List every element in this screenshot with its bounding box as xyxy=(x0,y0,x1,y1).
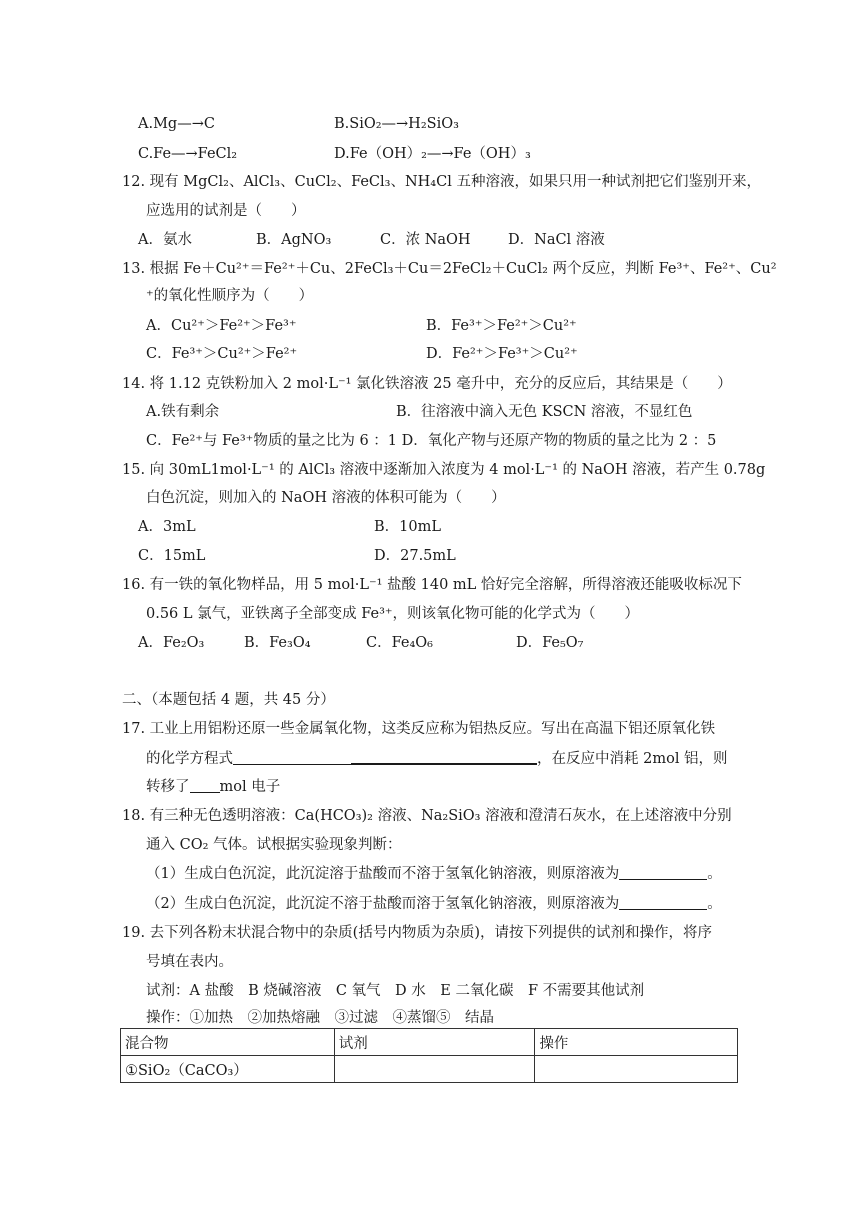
q18-stem-line1: 18. 有三种无色透明溶液：Ca(HCO₃)₂ 溶液、Na₂SiO₃ 溶液和澄清石灰水，在上述溶液中分别 xyxy=(122,808,732,824)
table-cell-reagent[interactable] xyxy=(334,1056,535,1083)
section-heading: 二、（本题包括 4 题，共 45 分） xyxy=(122,692,335,708)
q13-option-a: A．Cu²⁺＞Fe²⁺＞Fe³⁺ xyxy=(146,318,297,334)
q13-stem-line2: ⁺的氧化性顺序为（ ） xyxy=(146,288,314,304)
q13-stem-line1: 13. 根据 Fe＋Cu²⁺＝Fe²⁺＋Cu、2FeCl₃＋Cu＝2FeCl₂＋CuCl₂ 两个反应，判断 Fe³⁺、Fe²⁺、Cu² xyxy=(122,261,777,277)
q18-part1-text: （1）生成白色沉淀，此沉淀溶于盐酸而不溶于氢氧化钠溶液，则原溶液为 xyxy=(146,866,620,882)
q16-stem-line1: 16. 有一铁的氧化物样品，用 5 mol·L⁻¹ 盐酸 140 mL 恰好完全溶解，所得溶液还能吸收标况下 xyxy=(122,577,742,593)
q17-stem-line3 xyxy=(146,777,280,797)
q17-text-b: ，在反应中消耗 2mol 铝，则 xyxy=(537,751,728,767)
q12-option-b: B．AgNO₃ xyxy=(256,232,332,248)
q15-stem-line2: 白色沉淀，则加入的 NaOH 溶液的体积可能为（ ） xyxy=(146,490,506,506)
q11-option-b: B.SiO₂—→H₂SiO₃ xyxy=(334,116,459,132)
q12-stem-line1: 12. 现有 MgCl₂、AlCl₃、CuCl₂、FeCl₃、NH₄Cl 五种溶液，如果只用一种试剂把它们鉴别开来， xyxy=(122,174,761,190)
q19-reagents: 试剂：A 盐酸 B 烧碱溶液 C 氧气 D 水 E 二氧化碳 F 不需要其他试剂 xyxy=(146,983,645,999)
q19-answer-table xyxy=(120,1028,738,1083)
table-row xyxy=(121,1056,738,1083)
q12-stem-line2: 应选用的试剂是（ ） xyxy=(146,203,306,219)
q12-option-c: C．浓 NaOH xyxy=(380,232,471,248)
q18-part1-period: 。 xyxy=(707,866,722,882)
q15-option-c: C．15mL xyxy=(138,548,206,564)
q11-option-a: A.Mg—→C xyxy=(138,116,215,132)
q18-stem-line2: 通入 CO₂ 气体。试根据实验现象判断： xyxy=(146,837,402,853)
table-header-row xyxy=(121,1029,738,1056)
q11-option-c: C.Fe—→FeCl₂ xyxy=(138,146,238,162)
q17-stem-line2 xyxy=(146,748,728,769)
q16-option-c: C．Fe₄O₆ xyxy=(366,635,433,651)
q19-stem-line2: 号填在表内。 xyxy=(146,954,233,970)
table-header-mixture: 混合物 xyxy=(121,1029,335,1056)
q14-option-cd: C．Fe²⁺与 Fe³⁺物质的量之比为 6 ：1 D．氧化产物与还原产物的物质的量之比为 2 ：5 xyxy=(146,433,717,449)
q15-option-a: A．3mL xyxy=(138,519,196,535)
q15-option-d: D．27.5mL xyxy=(374,548,456,564)
q16-option-b: B．Fe₃O₄ xyxy=(244,635,311,651)
q15-stem-line1: 15. 向 30mL1mol·L⁻¹ 的 AlCl₃ 溶液中逐渐加入浓度为 4 mol·L⁻¹ 的 NaOH 溶液，若产生 0.78g xyxy=(122,462,766,478)
q15-option-b: B．10mL xyxy=(374,519,441,535)
q17-text-c: 转移了 xyxy=(146,779,190,795)
q19-operations: 操作：①加热 ②加热熔融 ③过滤 ④蒸馏⑤ 结晶 xyxy=(146,1010,494,1026)
q17-electron-blank[interactable] xyxy=(190,777,220,793)
q11-option-d: D.Fe（OH）₂—→Fe（OH）₃ xyxy=(334,146,531,162)
q18-part2-blank[interactable] xyxy=(619,894,707,910)
q17-equation-blank[interactable] xyxy=(233,749,351,765)
q18-part2 xyxy=(146,894,722,914)
table-cell-operation[interactable] xyxy=(535,1056,738,1083)
q19-stem-line1: 19. 去下列各粉末状混合物中的杂质(括号内物质为杂质)，请按下列提供的试剂和操作，将序 xyxy=(122,925,712,941)
q14-stem: 14. 将 1.12 克铁粉加入 2 mol·L⁻¹ 氯化铁溶液 25 毫升中，充分的反应后，其结果是（ ） xyxy=(122,376,732,392)
table-header-operation: 操作 xyxy=(535,1029,738,1056)
q16-stem-line2: 0.56 L 氯气，亚铁离子全部变成 Fe³⁺，则该氧化物可能的化学式为（ ） xyxy=(146,606,640,622)
q12-option-d: D．NaCl 溶液 xyxy=(508,232,605,248)
q17-text-a: 的化学方程式 xyxy=(146,751,233,767)
q18-part1 xyxy=(146,864,722,884)
q18-part1-blank[interactable] xyxy=(619,864,707,880)
q13-option-b: B．Fe³⁺＞Fe²⁺＞Cu²⁺ xyxy=(426,318,577,334)
q13-option-d: D．Fe²⁺＞Fe³⁺＞Cu²⁺ xyxy=(426,346,578,362)
q14-option-a: A.铁有剩余 xyxy=(146,404,220,420)
q17-text-d: mol 电子 xyxy=(219,779,281,795)
q17-stem-line1: 17. 工业上用铝粉还原一些金属氧化物，这类反应称为铝热反应。写出在高温下铝还原氧化铁 xyxy=(122,721,716,737)
q16-option-d: D．Fe₅O₇ xyxy=(516,635,584,651)
table-cell-mixture: ①SiO₂（CaCO₃） xyxy=(121,1056,335,1083)
q12-option-a: A．氨水 xyxy=(138,232,192,248)
q13-option-c: C．Fe³⁺＞Cu²⁺＞Fe²⁺ xyxy=(146,346,298,362)
q18-part2-period: 。 xyxy=(707,896,722,912)
q14-option-b: B．往溶液中滴入无色 KSCN 溶液，不显红色 xyxy=(396,404,693,420)
q18-part2-text: （2）生成白色沉淀，此沉淀不溶于盐酸而溶于氢氧化钠溶液，则原溶液为 xyxy=(146,896,620,912)
q16-option-a: A．Fe₂O₃ xyxy=(138,635,205,651)
table-header-reagent: 试剂 xyxy=(334,1029,535,1056)
q17-equation-blank-2[interactable] xyxy=(351,748,537,765)
